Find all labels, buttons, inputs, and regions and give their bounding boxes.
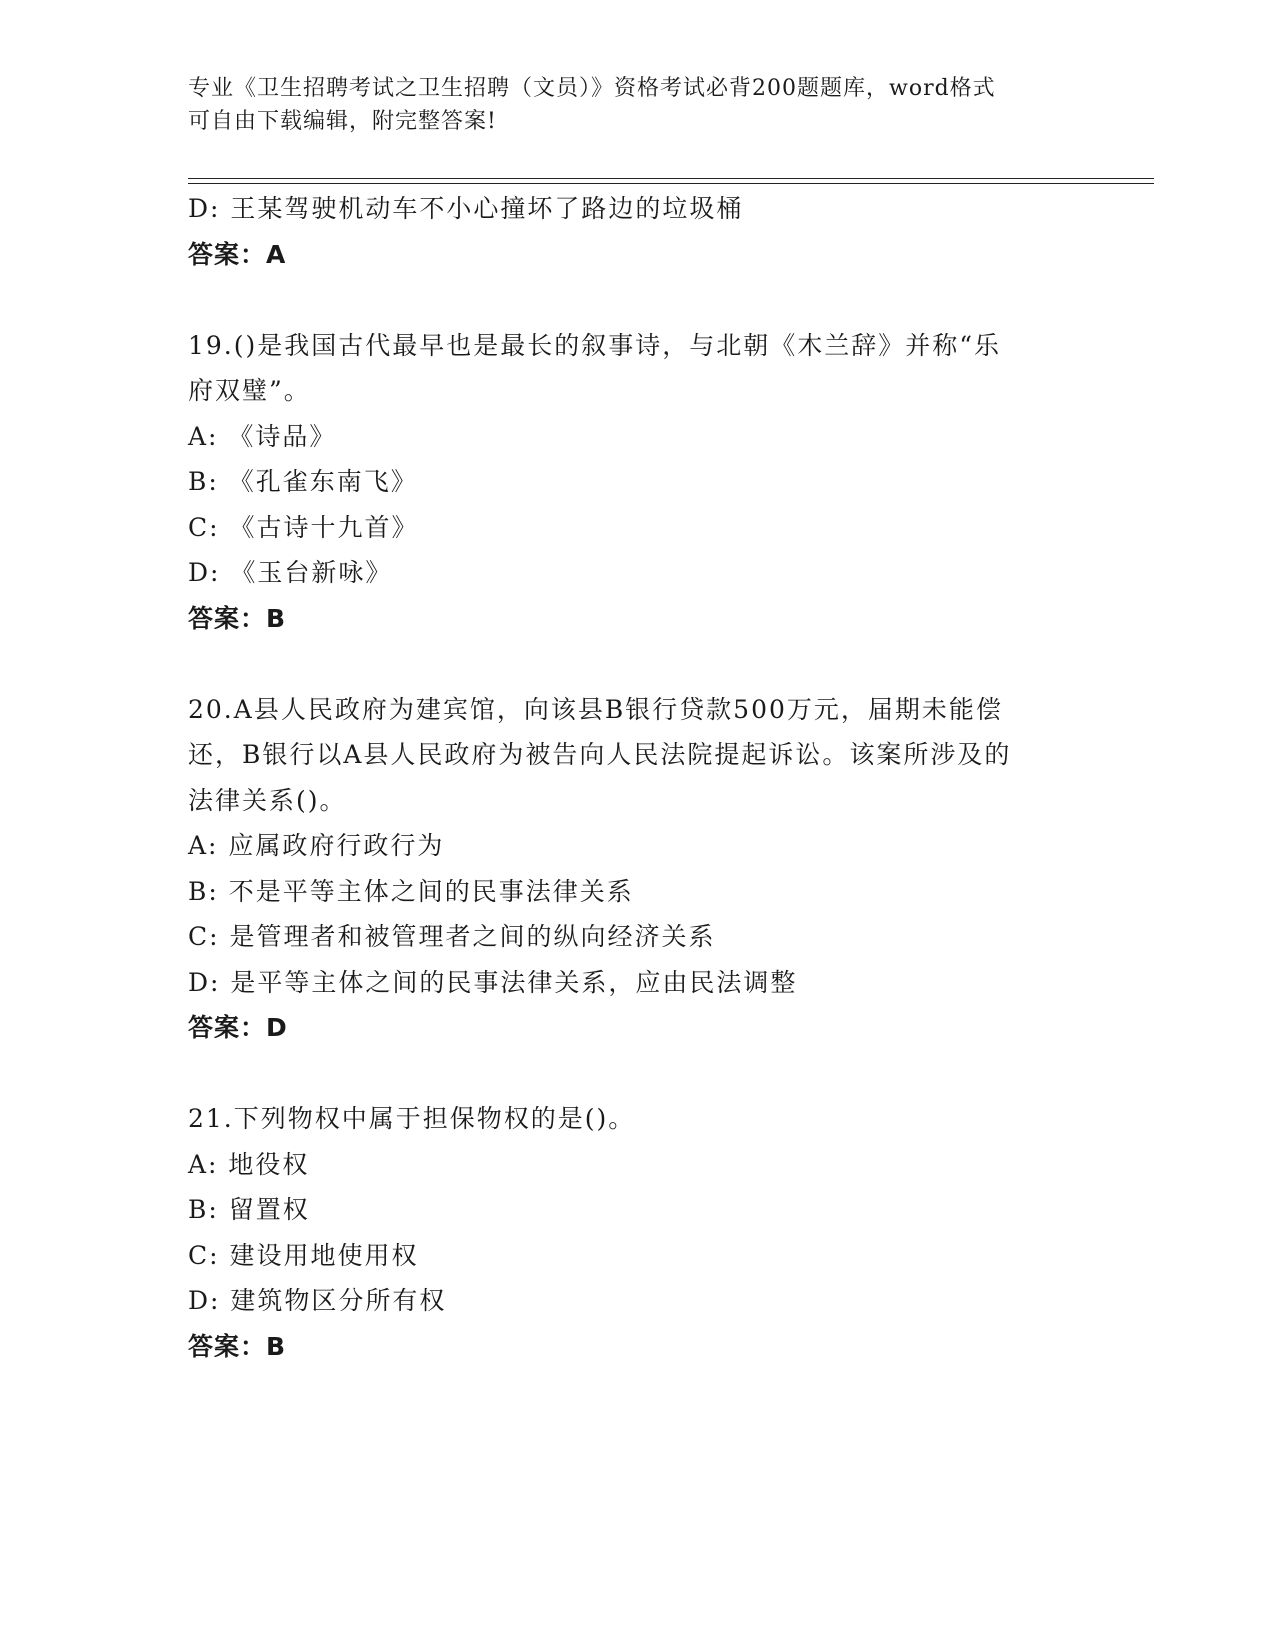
question-stem-line: 21.下列物权中属于担保物权的是()。	[188, 1104, 636, 1133]
option-a: A: 地役权	[188, 1149, 310, 1179]
question-stem-line: 20.A县人民政府为建宾馆，向该县B银行贷款500万元，届期未能偿	[188, 694, 1003, 724]
header-line-2: 可自由下载编辑，附完整答案!	[188, 109, 497, 134]
question-19	[188, 323, 1088, 642]
question-content	[188, 186, 1088, 1369]
question-stem-line: 府双璧”。	[188, 376, 311, 405]
option-c: C: 建设用地使用权	[188, 1240, 419, 1270]
document-header	[188, 72, 1088, 138]
option-c: C: 《古诗十九首》	[188, 512, 419, 542]
spacer	[188, 1051, 1088, 1097]
answer: 答案：B	[188, 1331, 287, 1361]
spacer	[188, 641, 1088, 687]
carryover-block	[188, 186, 1088, 277]
spacer	[188, 277, 1088, 323]
option-d: D: 建筑物区分所有权	[188, 1286, 447, 1315]
question-20	[188, 687, 1088, 1051]
header-line-1: 专业《卫生招聘考试之卫生招聘（文员）》资格考试必背200题题库，word格式	[188, 76, 996, 101]
carryover-option-d: D: 王某驾驶机动车不小心撞坏了路边的垃圾桶	[188, 194, 744, 223]
option-a: A: 应属政府行政行为	[188, 831, 445, 860]
option-c: C: 是管理者和被管理者之间的纵向经济关系	[188, 922, 716, 951]
question-stem-line: 19.()是我国古代最早也是最长的叙事诗，与北朝《木兰辞》并称“乐	[188, 330, 1002, 360]
option-b: B: 不是平等主体之间的民事法律关系	[188, 876, 634, 906]
carryover-answer: 答案：A	[188, 239, 287, 269]
option-b: B: 留置权	[188, 1195, 310, 1224]
answer: 答案：D	[188, 1013, 288, 1042]
answer: 答案：B	[188, 603, 287, 633]
question-21	[188, 1096, 1088, 1369]
question-stem-line: 法律关系()。	[188, 785, 347, 815]
header-divider-top	[188, 178, 1154, 179]
option-d: D: 《玉台新咏》	[188, 558, 393, 587]
header-divider-bottom	[188, 183, 1154, 184]
option-a: A: 《诗品》	[188, 421, 337, 451]
option-b: B: 《孔雀东南飞》	[188, 467, 418, 496]
option-d: D: 是平等主体之间的民事法律关系，应由民法调整	[188, 967, 798, 997]
question-stem-line: 还，B银行以A县人民政府为被告向人民法院提起诉讼。该案所涉及的	[188, 740, 1012, 769]
